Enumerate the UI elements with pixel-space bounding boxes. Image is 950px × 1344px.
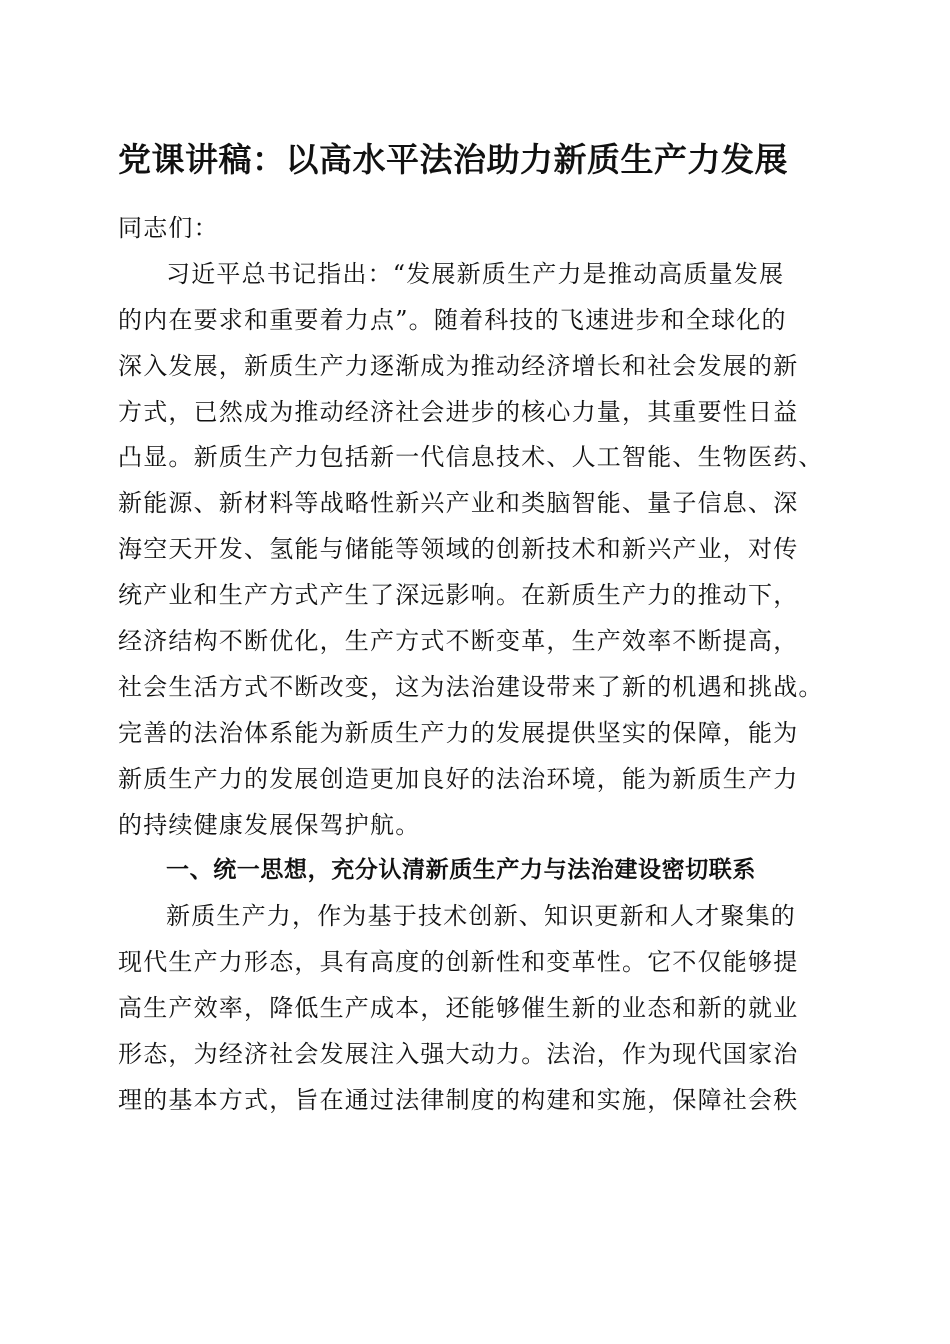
paragraph-line: 新质生产力，作为基于技术创新、知识更新和人才聚集的 [166, 902, 796, 931]
paragraph-line: 凸显。新质生产力包括新一代信息技术、人工智能、生物医药、 [118, 443, 824, 472]
paragraph-line: 现代生产力形态，具有高度的创新性和变革性。它不仅能够提 [118, 948, 799, 977]
paragraph-line: 的内在要求和重要着力点”。随着科技的飞速进步和全球化的 [118, 305, 787, 334]
paragraph-line: 社会生活方式不断改变，这为法治建设带来了新的机遇和挑战。 [118, 672, 824, 701]
paragraph-line: 新质生产力的发展创造更加良好的法治环境，能为新质生产力 [118, 764, 799, 793]
section-heading: 一、统一思想，充分认清新质生产力与法治建设密切联系 [166, 857, 756, 884]
paragraph-line: 海空天开发、氢能与储能等领域的创新技术和新兴产业，对传 [118, 535, 799, 564]
paragraph-line: 深入发展，新质生产力逐渐成为推动经济增长和社会发展的新 [118, 351, 799, 380]
greeting-line: 同志们： [118, 214, 219, 242]
paragraph-line: 统产业和生产方式产生了深远影响。在新质生产力的推动下， [118, 581, 799, 610]
paragraph-line: 新能源、新材料等战略性新兴产业和类脑智能、量子信息、深 [118, 489, 799, 518]
paragraph-line: 的持续健康发展保驾护航。 [118, 810, 421, 839]
document-title: 党课讲稿：以高水平法治助力新质生产力发展 [118, 140, 788, 179]
paragraph-line: 理的基本方式，旨在通过法律制度的构建和实施，保障社会秩 [118, 1085, 799, 1114]
paragraph-line: 高生产效率，降低生产成本，还能够催生新的业态和新的就业 [118, 994, 799, 1023]
paragraph-line: 经济结构不断优化，生产方式不断变革，生产效率不断提高， [118, 627, 799, 656]
paragraph-line: 方式，已然成为推动经济社会进步的核心力量，其重要性日益 [118, 397, 799, 426]
paragraph-line: 完善的法治体系能为新质生产力的发展提供坚实的保障，能为 [118, 718, 799, 747]
paragraph-line: 形态，为经济社会发展注入强大动力。法治，作为现代国家治 [118, 1040, 799, 1069]
paragraph-line: 习近平总书记指出：“发展新质生产力是推动高质量发展 [166, 259, 785, 288]
document-body [118, 206, 838, 1124]
